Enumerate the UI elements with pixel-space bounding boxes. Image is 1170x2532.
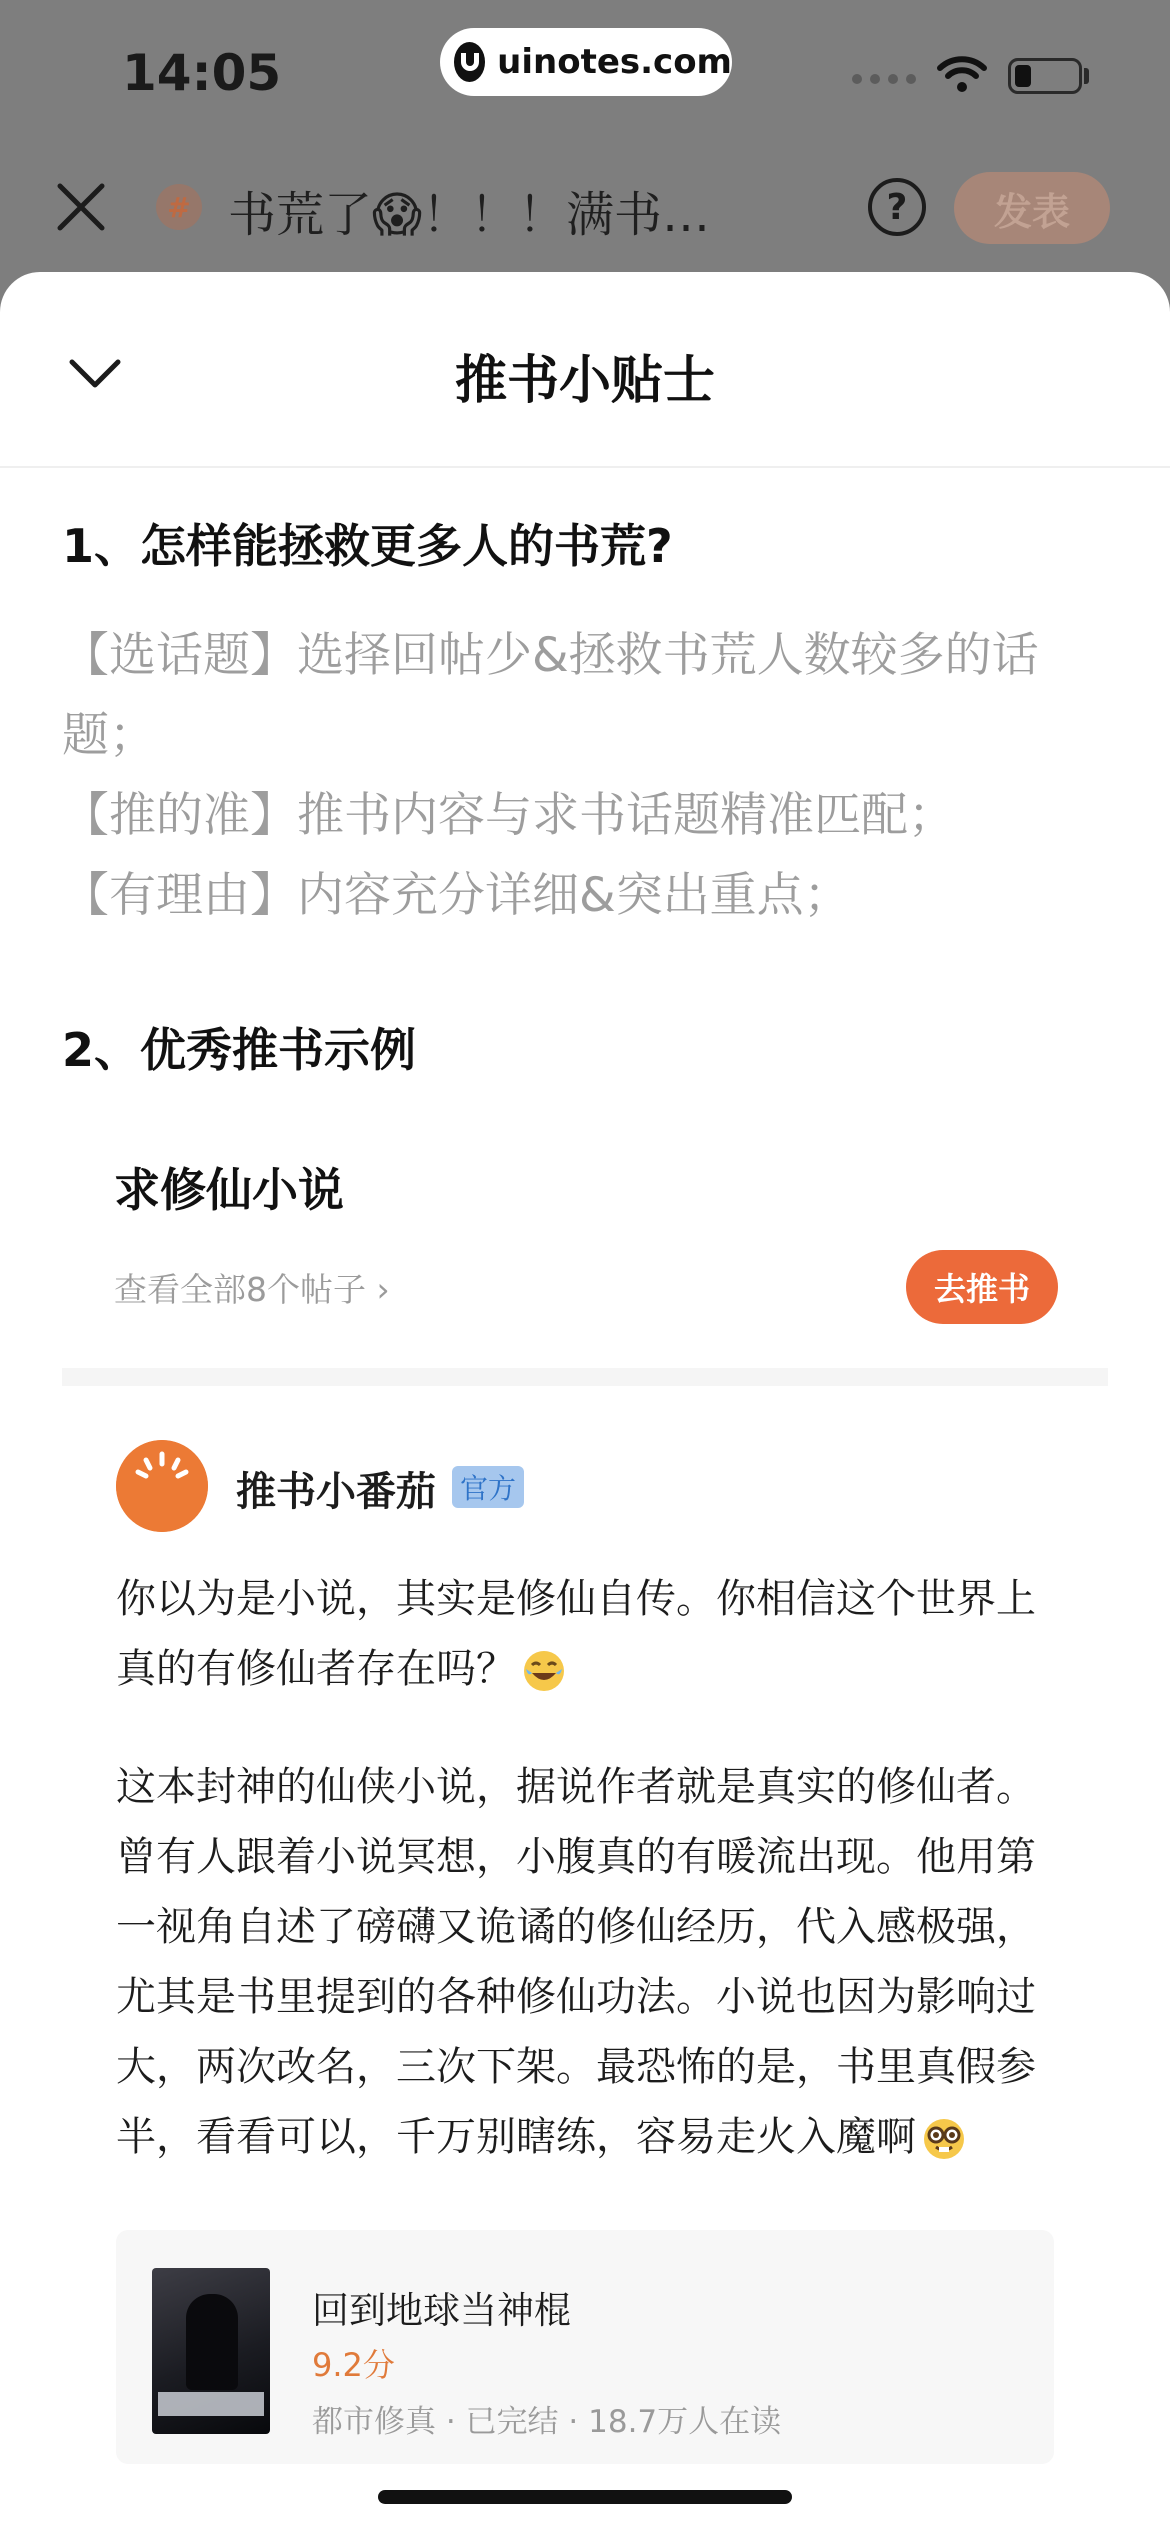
go-recommend-button[interactable]: 去推书	[906, 1250, 1058, 1324]
publish-button[interactable]: 发表	[954, 172, 1110, 244]
status-time: 14:05	[122, 44, 282, 102]
tomato-avatar-icon	[116, 1440, 208, 1532]
book-card[interactable]	[116, 2230, 1054, 2464]
tips-sheet	[0, 272, 1170, 2532]
tips-list	[62, 616, 1082, 936]
help-icon[interactable]: ?	[868, 178, 926, 236]
tip-item: 【有理由】内容充分详细&突出重点；	[62, 868, 851, 923]
wifi-icon	[936, 54, 988, 94]
battery-level	[1015, 65, 1031, 87]
battery-tip	[1084, 68, 1089, 84]
watermark-text: uinotes.com	[497, 42, 732, 82]
view-all-posts-link[interactable]: 查看全部8个帖子 ›	[114, 1270, 390, 1309]
post-text: 你以为是小说，其实是修仙自传。你相信这个世界上真的有修仙者存在吗？	[116, 1576, 1036, 1692]
tip-item: 【推的准】推书内容与求书话题精准匹配；	[62, 788, 955, 843]
tip-item: 【选话题】选择回帖少&拯救书荒人数较多的话题；	[62, 628, 1039, 763]
post-text: 这本封神的仙侠小说，据说作者就是真实的修仙者。曾有人跟着小说冥想，小腹真的有暖流出现。他用第一视角自述了磅礴又诡谲的修仙经历，代入感极强，尤其是书里提到的各种修仙功法。小说也因为影响过大，两次改名，三次下架。最恐怖的是，书里真假参半，看看可以，千万别瞎练，容易走火入魔啊	[116, 1764, 1036, 2160]
battery-icon	[1008, 58, 1082, 94]
post-paragraph	[116, 1564, 1066, 1704]
sheet-title: 推书小贴士	[454, 351, 715, 411]
editor-header	[0, 150, 1170, 270]
nerd-face-emoji	[922, 2117, 966, 2161]
watermark-badge	[440, 28, 732, 96]
divider	[62, 1368, 1108, 1386]
status-bar	[0, 0, 1170, 140]
cover-figure	[186, 2294, 238, 2390]
official-badge: 官方	[452, 1466, 524, 1508]
post-paragraph	[116, 1752, 1066, 2172]
cover-label	[158, 2392, 264, 2416]
section2-heading: 2、优秀推书示例	[62, 1023, 417, 1077]
avatar[interactable]	[116, 1440, 208, 1532]
watermark-logo-icon	[454, 42, 485, 82]
laughing-tears-emoji	[522, 1649, 566, 1693]
topic-title[interactable]: 书荒了😱！！！满书…	[228, 187, 711, 243]
sheet-header	[0, 272, 1170, 468]
example-topic-title[interactable]: 求修仙小说	[114, 1163, 344, 1217]
home-indicator	[378, 2490, 792, 2504]
book-title: 回到地球当神棍	[312, 2289, 571, 2332]
section1-heading: 1、怎样能拯救更多人的书荒?	[62, 519, 673, 573]
book-meta: 都市修真 · 已完结 · 18.7万人在读	[312, 2404, 782, 2440]
hash-icon: #	[156, 184, 202, 230]
author-name[interactable]: 推书小番茄	[236, 1469, 436, 1515]
book-cover	[152, 2268, 270, 2434]
book-rating: 9.2分	[312, 2346, 395, 2384]
close-icon[interactable]	[50, 176, 112, 238]
cellular-signal-icon	[852, 74, 916, 84]
